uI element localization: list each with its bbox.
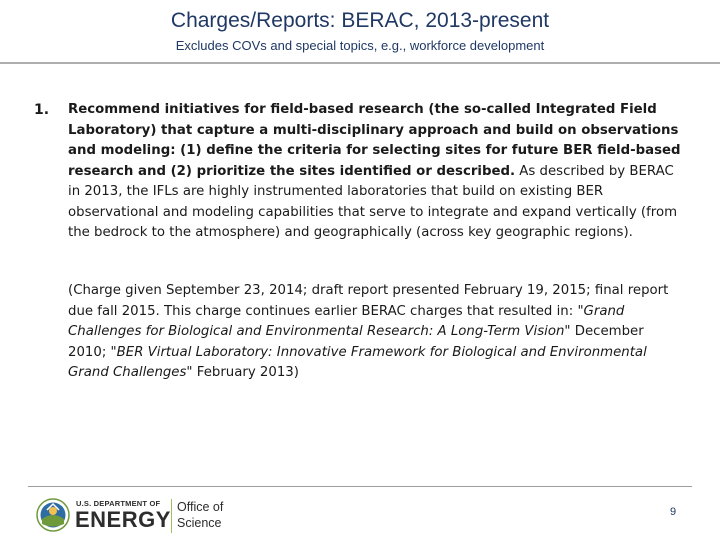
note-italic-1: "Grand Challenges for Biological and Environmental Research: A Long-Term Vision" xyxy=(68,303,625,339)
item-regular-text: As described by BERAC in 2013, the IFLs are highly instrumented laboratories that build on existing BER observational and modeling capabilities that serve to integrate and expand vertically (from the bedrock to the atmosphere) and geographically (across key geographic regions). xyxy=(68,163,678,240)
office-line-2: Science xyxy=(177,516,222,530)
charge-item xyxy=(34,100,688,244)
logo-top-text: U.S. DEPARTMENT OF xyxy=(76,499,161,508)
office-line-1: Office of xyxy=(177,500,224,514)
footer-divider xyxy=(28,486,692,487)
doe-seal-icon xyxy=(36,498,70,532)
note-text-3: February 2013) xyxy=(192,365,299,380)
page-number: 9 xyxy=(670,506,677,518)
logo-divider xyxy=(171,499,172,533)
note-text-2: December 2010; " xyxy=(68,324,644,360)
item-body xyxy=(68,100,688,244)
slide-subtitle: Excludes COVs and special topics, e.g., workforce development xyxy=(175,38,545,53)
note-italic-2: BER Virtual Laboratory: Innovative Framework for Biological and Environmental Grand Challenges" xyxy=(68,344,647,380)
note-text-1: (Charge given September 23, 2014; draft report presented February 19, 2015; final report due fall 2015. This charge continues earlier BERAC charges that resulted in: xyxy=(68,283,669,319)
header-divider xyxy=(0,62,720,64)
charge-note xyxy=(68,281,683,384)
item-bold-text: Recommend initiatives for field-based research (the so-called Integrated Field Laboratory) that capture a multi-disciplinary approach and build on observations and modeling: (1) define the criteria for selecting sites for future BER field-based research and (2) prioritize the sites identified or described. xyxy=(68,102,681,179)
item-number: 1. xyxy=(34,102,50,118)
slide-title: Charges/Reports: BERAC, 2013-present xyxy=(170,9,550,32)
logo-main-text: ENERGY xyxy=(75,507,171,532)
doe-office-of-science-logo xyxy=(36,496,236,536)
